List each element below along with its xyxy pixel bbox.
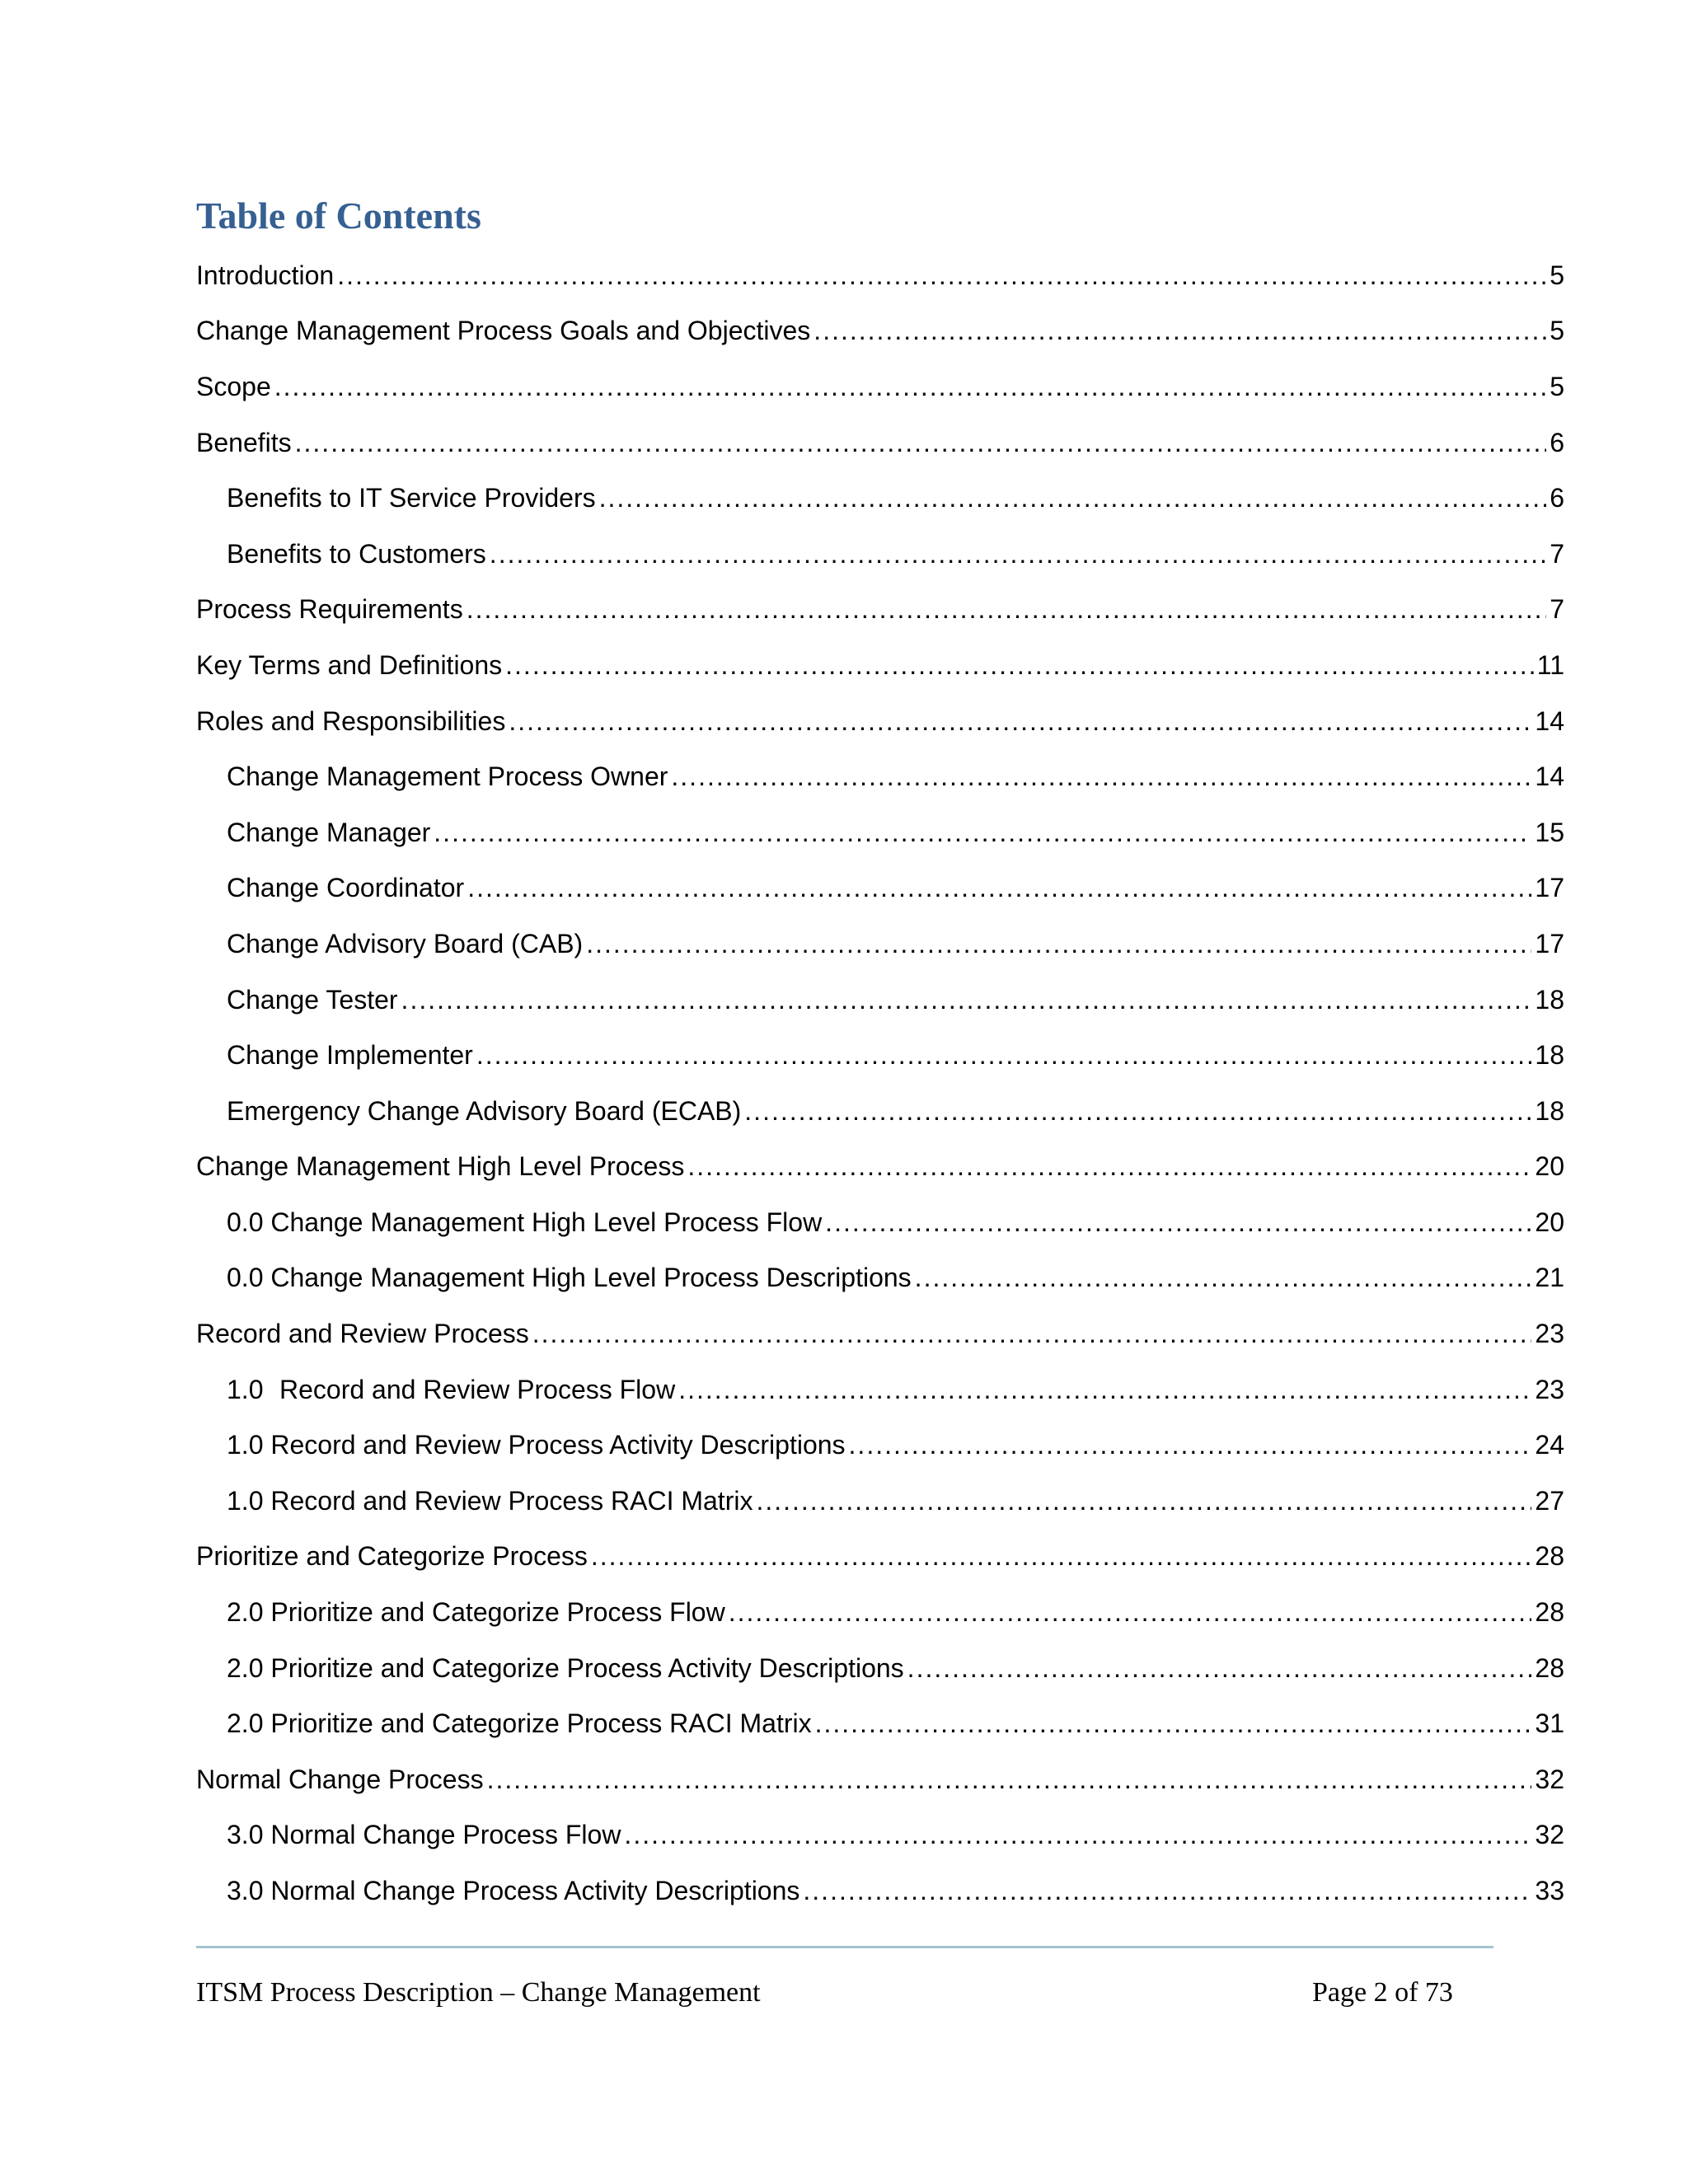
toc-dot-leader xyxy=(744,1094,1531,1127)
toc-entry-number: 1.0 xyxy=(227,1374,264,1404)
toc-entry[interactable] xyxy=(196,1250,1564,1306)
toc-dot-leader xyxy=(295,426,1547,459)
toc-entry-label: 0.0 Change Management High Level Process Flow xyxy=(227,1207,823,1237)
toc-entry-page: 32 xyxy=(1535,1764,1564,1794)
toc-entry-label: Change Implementer xyxy=(227,1040,473,1071)
toc-dot-leader xyxy=(532,1317,1532,1350)
toc-entry-page: 6 xyxy=(1550,427,1564,457)
toc-entry-label: Process Requirements xyxy=(196,594,463,625)
toc-dot-leader xyxy=(401,983,1532,1016)
toc-dot-leader xyxy=(467,871,1531,904)
toc-entry-page: 17 xyxy=(1535,873,1564,903)
toc-dot-leader xyxy=(487,1763,1532,1796)
toc-entry[interactable] xyxy=(196,1640,1564,1696)
toc-entry[interactable] xyxy=(196,303,1564,359)
toc-entry-label: 2.0 Prioritize and Categorize Process RACI Matrix xyxy=(227,1708,812,1739)
toc-entry-label: 3.0 Normal Change Process Activity Descriptions xyxy=(227,1876,800,1906)
toc-entry-page: 23 xyxy=(1535,1319,1564,1349)
toc-entry-page: 27 xyxy=(1535,1485,1564,1516)
toc-entry-label: Change Advisory Board (CAB) xyxy=(227,928,584,958)
toc-entry-page: 14 xyxy=(1535,705,1564,736)
toc-dot-leader xyxy=(729,1596,1532,1629)
toc-entry-page: 33 xyxy=(1535,1876,1564,1906)
toc-entry-page: 7 xyxy=(1550,538,1564,569)
toc-dot-leader xyxy=(509,705,1531,738)
toc-entry-page: 32 xyxy=(1535,1820,1564,1850)
toc-entry-page: 31 xyxy=(1535,1708,1564,1739)
toc-entry-page: 18 xyxy=(1535,984,1564,1015)
toc-dot-leader xyxy=(803,1874,1531,1907)
toc-entry-page: 6 xyxy=(1550,483,1564,513)
toc-dot-leader xyxy=(337,259,1546,292)
toc-entry[interactable] xyxy=(196,1695,1564,1751)
toc-entry[interactable] xyxy=(196,1807,1564,1863)
toc-dot-leader xyxy=(505,649,1534,682)
toc-entry-page: 15 xyxy=(1535,817,1564,847)
toc-dot-leader xyxy=(849,1428,1532,1461)
toc-entry[interactable] xyxy=(196,359,1564,415)
toc-entry[interactable] xyxy=(196,1584,1564,1640)
toc-entry[interactable] xyxy=(196,470,1564,526)
toc-entry-page: 5 xyxy=(1550,316,1564,346)
toc-entry-page: 18 xyxy=(1535,1040,1564,1071)
toc-entry[interactable] xyxy=(196,1083,1564,1139)
toc-entry-label: Benefits to Customers xyxy=(227,538,486,569)
toc-entry-label: Change Management Process Goals and Objectives xyxy=(196,316,811,346)
toc-entry[interactable] xyxy=(196,1529,1564,1585)
toc-entry-label: Scope xyxy=(196,371,271,401)
toc-dot-leader xyxy=(476,1038,1532,1071)
toc-entry-label: Prioritize and Categorize Process xyxy=(196,1541,588,1572)
toc-entry[interactable] xyxy=(196,804,1564,860)
toc-entry-label: 0.0 Change Management High Level Process Descriptions xyxy=(227,1263,912,1293)
toc-entry-page: 18 xyxy=(1535,1095,1564,1126)
toc-entry-label: 1.0 Record and Review Process RACI Matrix xyxy=(227,1485,753,1516)
toc-dot-leader xyxy=(678,1373,1531,1406)
toc-entry[interactable] xyxy=(196,916,1564,972)
toc-dot-leader xyxy=(915,1261,1532,1294)
toc-entry-page: 5 xyxy=(1550,371,1564,401)
toc-entry-label: Change Tester xyxy=(227,984,398,1015)
toc-entry-label: Change Manager xyxy=(227,817,431,847)
toc-dot-leader xyxy=(274,370,1546,403)
toc-entry[interactable] xyxy=(196,1194,1564,1250)
toc-entry[interactable] xyxy=(196,1361,1564,1418)
table-of-contents xyxy=(196,247,1564,1919)
toc-entry-page: 28 xyxy=(1535,1541,1564,1572)
toc-entry-label: 2.0 Prioritize and Categorize Process Flow xyxy=(227,1597,725,1628)
toc-entry[interactable] xyxy=(196,526,1564,582)
toc-entry-label: Normal Change Process xyxy=(196,1764,484,1794)
toc-entry-text: Record and Review Process Flow xyxy=(279,1374,676,1404)
toc-entry-page: 24 xyxy=(1535,1430,1564,1460)
toc-entry-label: Change Management High Level Process xyxy=(196,1151,685,1182)
toc-entry[interactable] xyxy=(196,1305,1564,1361)
toc-dot-leader xyxy=(671,760,1531,793)
toc-entry-label: Benefits to IT Service Providers xyxy=(227,483,596,513)
page-title: Table of Contents xyxy=(196,194,481,237)
toc-dot-leader xyxy=(815,1707,1532,1740)
toc-entry-page: 21 xyxy=(1535,1263,1564,1293)
toc-dot-leader xyxy=(907,1652,1532,1685)
toc-entry[interactable] xyxy=(196,1027,1564,1083)
toc-entry[interactable] xyxy=(196,415,1564,471)
toc-entry-page: 23 xyxy=(1535,1374,1564,1404)
toc-entry[interactable] xyxy=(196,972,1564,1028)
toc-dot-leader xyxy=(490,537,1546,570)
toc-dot-leader xyxy=(467,593,1547,626)
toc-entry[interactable] xyxy=(196,1751,1564,1807)
toc-entry-page: 20 xyxy=(1535,1207,1564,1237)
toc-entry-page: 28 xyxy=(1535,1652,1564,1683)
toc-entry[interactable] xyxy=(196,1863,1564,1919)
footer-page-number: Page 2 of 73 xyxy=(1312,1977,1453,2008)
toc-entry[interactable] xyxy=(196,693,1564,749)
toc-entry-page: 11 xyxy=(1536,649,1564,680)
toc-entry-page: 14 xyxy=(1535,762,1564,792)
toc-dot-leader xyxy=(434,816,1531,849)
toc-entry[interactable] xyxy=(196,1417,1564,1473)
toc-dot-leader xyxy=(624,1818,1531,1851)
toc-entry-label: Record and Review Process xyxy=(196,1319,529,1349)
footer-document-title: ITSM Process Description – Change Management xyxy=(196,1977,761,2008)
toc-entry-page: 28 xyxy=(1535,1597,1564,1628)
toc-entry[interactable] xyxy=(196,582,1564,638)
toc-entry-label xyxy=(227,1373,675,1406)
toc-entry-label: 3.0 Normal Change Process Flow xyxy=(227,1820,621,1850)
toc-entry-label: Emergency Change Advisory Board (ECAB) xyxy=(227,1095,742,1126)
toc-entry[interactable] xyxy=(196,637,1564,693)
toc-entry-label: Key Terms and Definitions xyxy=(196,649,503,680)
toc-dot-leader xyxy=(825,1206,1531,1239)
toc-entry-page: 5 xyxy=(1550,260,1564,290)
toc-entry[interactable] xyxy=(196,1473,1564,1529)
toc-entry-page: 20 xyxy=(1535,1151,1564,1182)
toc-dot-leader xyxy=(591,1540,1532,1572)
toc-entry[interactable] xyxy=(196,1139,1564,1195)
toc-entry[interactable] xyxy=(196,860,1564,916)
toc-entry-page: 7 xyxy=(1550,594,1564,625)
toc-entry-label: 1.0 Record and Review Process Activity Descriptions xyxy=(227,1430,846,1460)
toc-entry-label: Benefits xyxy=(196,427,292,457)
toc-entry-label: Introduction xyxy=(196,260,335,290)
toc-dot-leader xyxy=(599,481,1547,514)
toc-dot-leader xyxy=(756,1484,1531,1517)
toc-entry[interactable] xyxy=(196,748,1564,804)
toc-entry-label: Change Coordinator xyxy=(227,873,465,903)
toc-dot-leader xyxy=(687,1150,1531,1183)
toc-entry-page: 17 xyxy=(1535,928,1564,958)
toc-entry-label: Roles and Responsibilities xyxy=(196,705,506,736)
footer-divider xyxy=(196,1946,1493,1948)
toc-entry-label: 2.0 Prioritize and Categorize Process Activity Descriptions xyxy=(227,1652,904,1683)
toc-dot-leader xyxy=(586,927,1531,960)
toc-entry[interactable] xyxy=(196,247,1564,303)
toc-entry-label: Change Management Process Owner xyxy=(227,762,668,792)
toc-dot-leader xyxy=(814,314,1546,347)
